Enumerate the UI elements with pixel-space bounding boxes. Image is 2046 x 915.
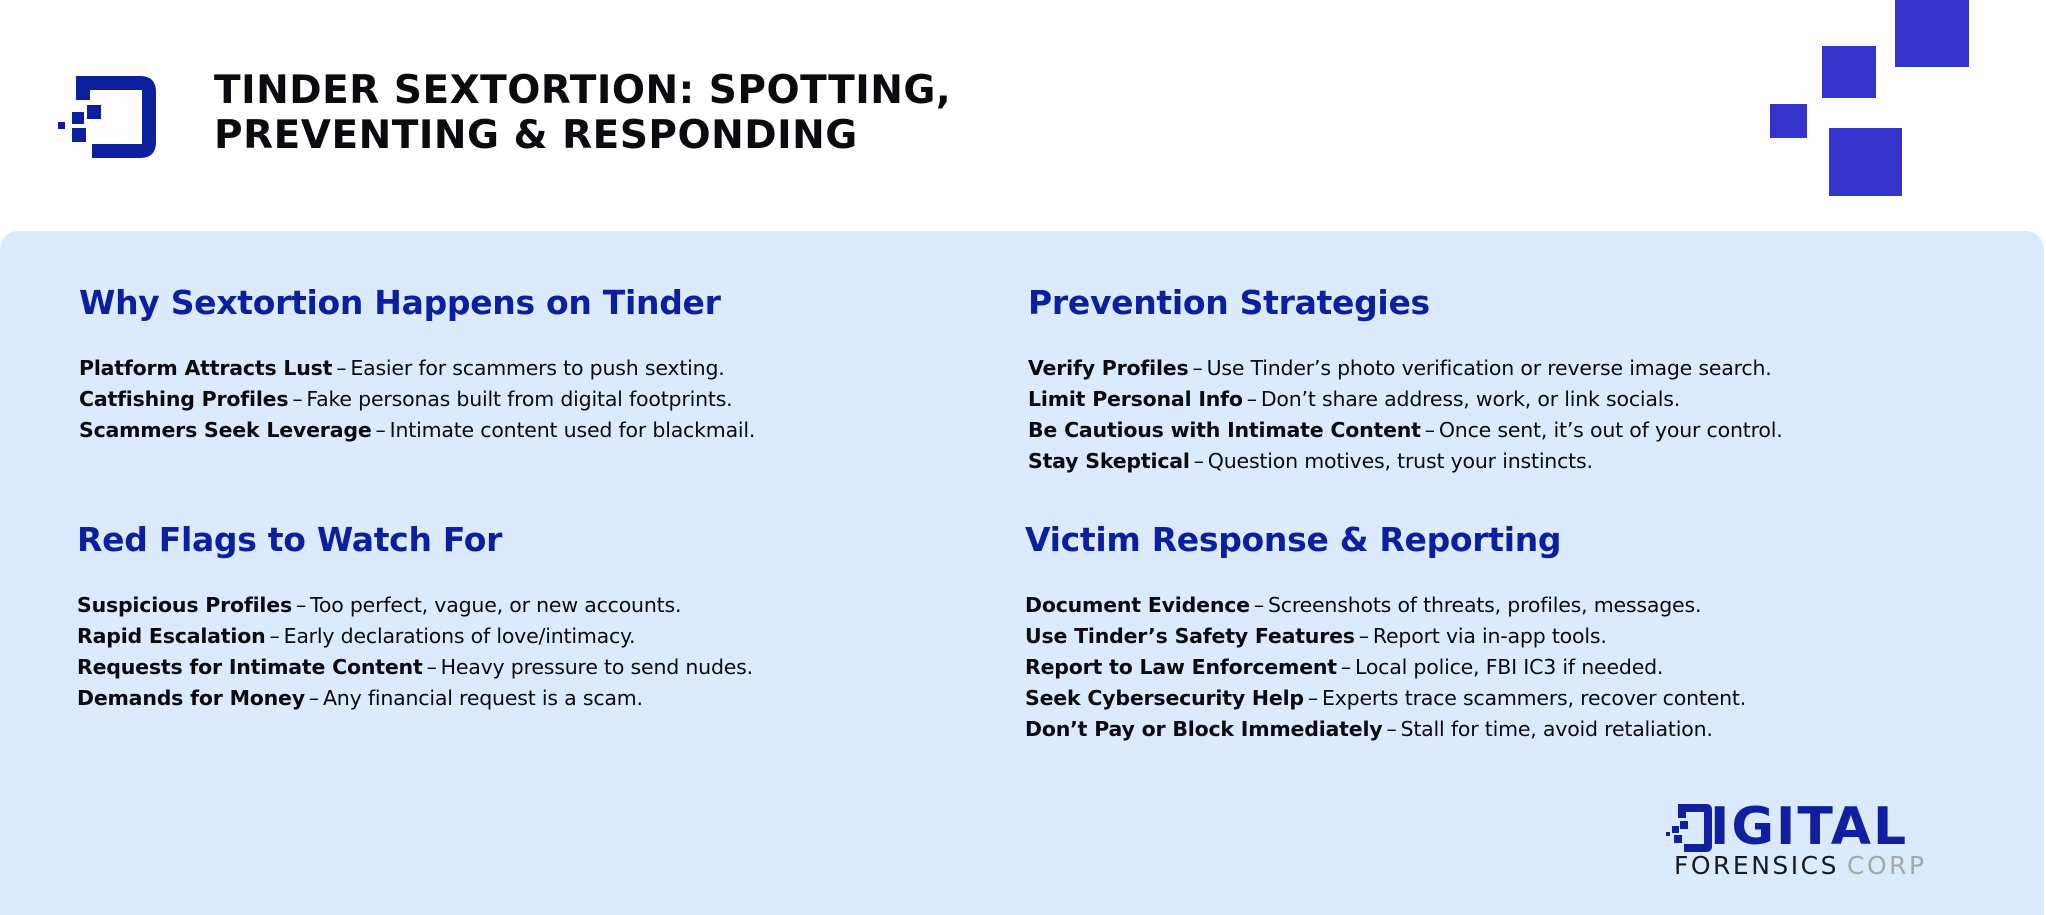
section-red-flags [77,520,753,714]
brand-forensics-text: FORENSICS [1674,851,1839,880]
item-list [79,353,755,446]
item-term: Catfishing Profiles [79,387,289,411]
item-term: Scammers Seek Leverage [79,418,372,442]
item-desc: Too perfect, vague, or new accounts. [310,593,682,617]
item-term: Verify Profiles [1028,356,1189,380]
section-heading: Red Flags to Watch For [77,520,503,559]
section-prevention [1028,283,1783,477]
list-item: Report to Law Enforcement – Local police, FBI IC3 if needed. [1025,655,1664,679]
item-desc: Screenshots of threats, profiles, messages. [1267,593,1702,617]
page-title [214,68,951,158]
list-item: Rapid Escalation – Early declarations of love/intimacy. [77,624,636,648]
item-term: Rapid Escalation [77,624,266,648]
list-item: Suspicious Profiles – Too perfect, vague, or new accounts. [77,593,682,617]
item-term: Use Tinder’s Safety Features [1025,624,1355,648]
list-item: Catfishing Profiles – Fake personas built from digital footprints. [79,387,733,411]
list-item: Demands for Money – Any financial request is a scam. [77,686,643,710]
title-line-2: PREVENTING & RESPONDING [214,113,858,158]
item-list [1025,590,1746,745]
list-item: Verify Profiles – Use Tinder’s photo verification or reverse image search. [1028,356,1772,380]
brand-corp-text: CORP [1847,851,1927,880]
section-victim-response [1025,520,1746,745]
section-why-sextortion [79,283,755,446]
item-desc: Early declarations of love/intimacy. [283,624,636,648]
item-desc: Report via in-app tools. [1372,624,1607,648]
item-desc: Question motives, trust your instincts. [1207,449,1593,473]
item-term: Suspicious Profiles [77,593,292,617]
section-heading: Why Sextortion Happens on Tinder [79,283,721,322]
item-desc: Don’t share address, work, or link socials. [1260,387,1681,411]
list-item: Document Evidence – Screenshots of threats, profiles, messages. [1025,593,1702,617]
brand-subtitle [1674,852,1927,880]
item-desc: Stall for time, avoid retaliation. [1400,717,1713,741]
item-desc: Intimate content used for blackmail. [389,418,756,442]
section-heading: Victim Response & Reporting [1025,520,1562,559]
list-item: Requests for Intimate Content – Heavy pressure to send nudes. [77,655,753,679]
list-item: Be Cautious with Intimate Content – Once sent, it’s out of your control. [1028,418,1783,442]
decor-square-1 [1895,0,1969,67]
item-term: Platform Attracts Lust [79,356,333,380]
decor-square-2 [1822,46,1876,98]
brand-d-icon [1666,804,1712,852]
section-heading: Prevention Strategies [1028,283,1430,322]
list-item: Scammers Seek Leverage – Intimate content used for blackmail. [79,418,756,442]
digital-forensics-d-icon [58,76,156,158]
list-item: Seek Cybersecurity Help – Experts trace scammers, recover content. [1025,686,1747,710]
item-term: Demands for Money [77,686,305,710]
item-list [77,590,753,714]
list-item: Limit Personal Info – Don’t share address, work, or link socials. [1028,387,1681,411]
item-desc: Experts trace scammers, recover content. [1321,686,1747,710]
list-item: Use Tinder’s Safety Features – Report via in-app tools. [1025,624,1607,648]
item-desc: Easier for scammers to push sexting. [350,356,725,380]
list-item: Platform Attracts Lust – Easier for scammers to push sexting. [79,356,725,380]
decor-square-3 [1770,104,1807,138]
item-term: Document Evidence [1025,593,1250,617]
item-term: Seek Cybersecurity Help [1025,686,1304,710]
brand-digital-text: IGITAL [1710,797,1909,857]
item-term: Limit Personal Info [1028,387,1243,411]
item-term: Stay Skeptical [1028,449,1190,473]
list-item: Stay Skeptical – Question motives, trust your instincts. [1028,449,1593,473]
item-desc: Fake personas built from digital footprints. [306,387,733,411]
item-desc: Heavy pressure to send nudes. [440,655,753,679]
item-desc: Any financial request is a scam. [322,686,643,710]
item-desc: Once sent, it’s out of your control. [1438,418,1783,442]
brand-logo [1666,797,1966,882]
list-item: Don’t Pay or Block Immediately – Stall for time, avoid retaliation. [1025,717,1713,741]
decor-square-4 [1829,128,1902,196]
title-line-1: TINDER SEXTORTION: SPOTTING, [214,68,952,113]
item-term: Don’t Pay or Block Immediately [1025,717,1383,741]
item-term: Requests for Intimate Content [77,655,423,679]
item-list [1028,353,1783,477]
item-desc: Use Tinder’s photo verification or reverse image search. [1206,356,1772,380]
item-term: Be Cautious with Intimate Content [1028,418,1421,442]
item-desc: Local police, FBI IC3 if needed. [1354,655,1664,679]
item-term: Report to Law Enforcement [1025,655,1337,679]
